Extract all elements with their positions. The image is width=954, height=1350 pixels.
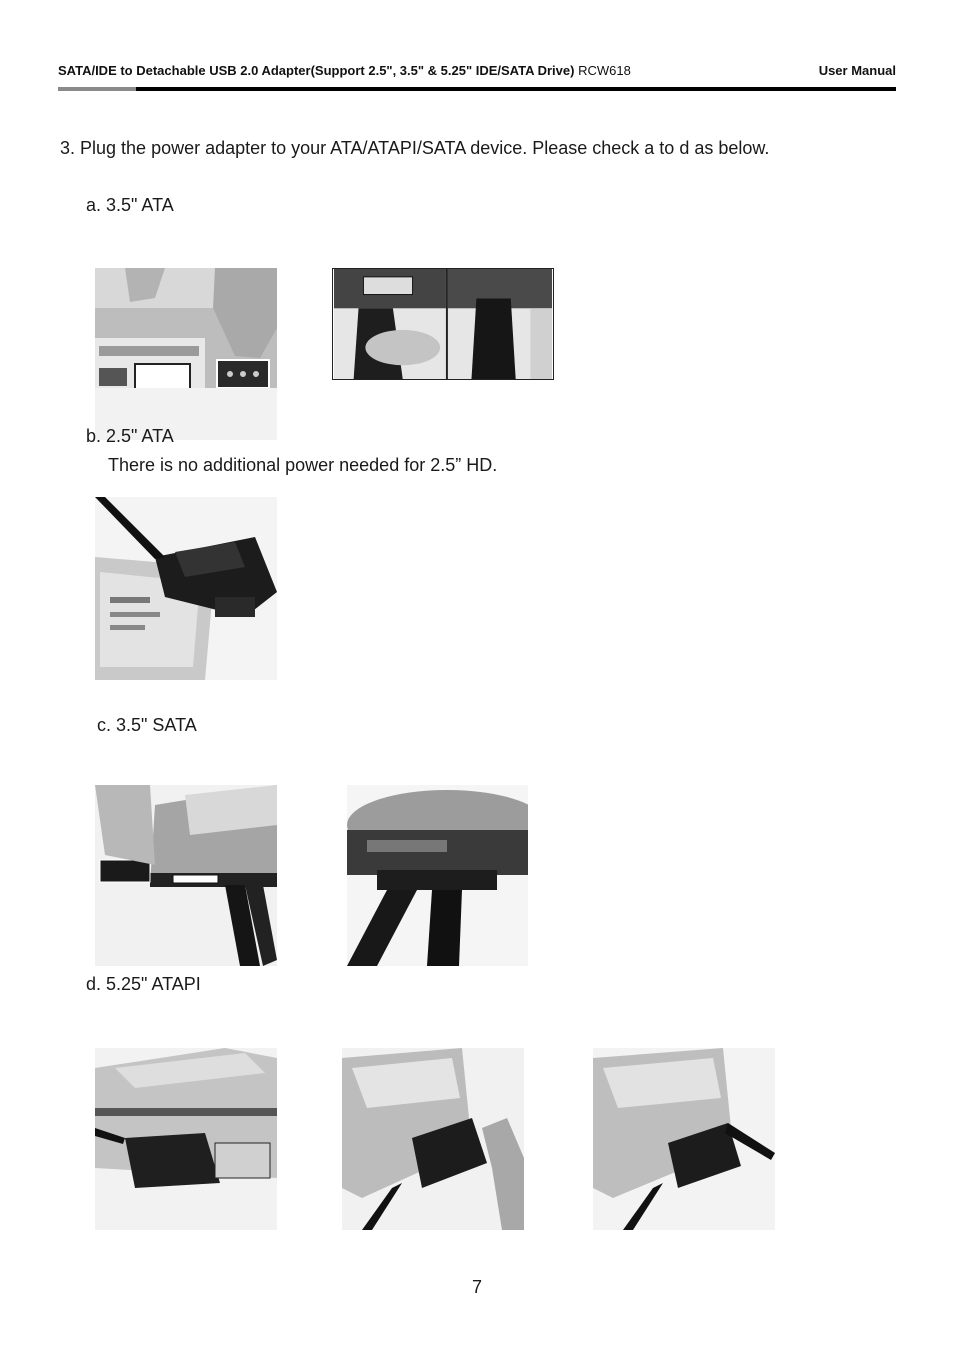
photo-5-25-atapi-plug [342, 1048, 524, 1230]
header-title [58, 63, 631, 78]
step-instruction: 3. Plug the power adapter to your ATA/ATAPI/SATA device. Please check a to d as below. [60, 138, 770, 158]
photo-2-5-ata-adapter [95, 497, 277, 680]
photo-3-5-sata-connected [347, 785, 528, 966]
header-title-text: SATA/IDE to Detachable USB 2.0 Adapter(Support 2.5", 3.5" & 5.25" IDE/SATA Drive) [58, 63, 575, 78]
section-d-label: d. 5.25" ATAPI [86, 974, 201, 994]
photo-5-25-atapi-connected [593, 1048, 775, 1230]
header-model: RCW618 [578, 63, 631, 78]
section-b-note: There is no additional power needed for 2.5” HD. [108, 455, 498, 475]
header-rule-accent [58, 87, 136, 91]
section-b-label: b. 2.5" ATA [86, 426, 174, 446]
section-a-label: a. 3.5" ATA [86, 195, 174, 215]
photo-3-5-sata-plug [95, 785, 277, 966]
photo-5-25-atapi-adapter [95, 1048, 277, 1230]
header-rule [136, 87, 896, 91]
header-section: User Manual [818, 63, 896, 78]
photo-3-5-ata-power-plug [95, 268, 277, 440]
photo-3-5-ata-power-connected [332, 268, 554, 380]
page-number: 7 [471, 1277, 482, 1297]
section-c-label: c. 3.5" SATA [97, 715, 197, 735]
